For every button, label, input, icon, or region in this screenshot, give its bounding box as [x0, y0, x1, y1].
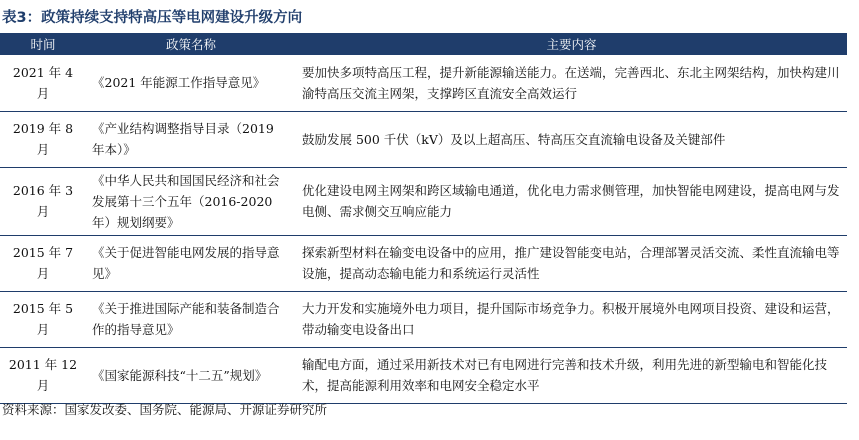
row-policy-name: 《产业结构调整指导目录（2019 年本）》 — [86, 111, 296, 167]
row-time: 2011 年 12 月 — [0, 347, 86, 403]
table-row — [0, 291, 847, 347]
table-row — [0, 235, 847, 291]
column-header-main-content: 主要内容 — [296, 33, 847, 55]
row-main-content: 输配电方面，通过采用新技术对已有电网进行完善和技术升级，利用先进的新型输电和智能化技术，提高能源利用效率和电网安全稳定水平 — [296, 347, 847, 403]
policy-table — [0, 33, 847, 404]
table-row — [0, 111, 847, 167]
row-main-content: 大力开发和实施境外电力项目，提升国际市场竞争力。积极开展境外电网项目投资、建设和运营，带动输变电设备出口 — [296, 291, 847, 347]
row-time: 2015 年 5 月 — [0, 291, 86, 347]
source-note: 资料来源：国家发改委、国务院、能源局、开源证券研究所 — [2, 402, 328, 417]
row-policy-name: 《国家能源科技“十二五”规划》 — [86, 347, 296, 403]
column-header-time: 时间 — [0, 33, 86, 55]
column-header-policy-name: 政策名称 — [86, 33, 296, 55]
table-row — [0, 55, 847, 111]
row-policy-name: 《关于推进国际产能和装备制造合作的指导意见》 — [86, 291, 296, 347]
table-title: 表3：政策持续支持特高压等电网建设升级方向 — [2, 10, 303, 26]
row-time: 2015 年 7 月 — [0, 235, 86, 291]
row-time: 2019 年 8 月 — [0, 111, 86, 167]
row-time: 2021 年 4 月 — [0, 55, 86, 111]
row-policy-name: 《中华人民共和国国民经济和社会发展第十三个五年（2016-2020 年）规划纲要》 — [86, 167, 296, 235]
row-main-content: 探索新型材料在输变电设备中的应用，推广建设智能变电站，合理部署灵活交流、柔性直流输电等设施，提高动态输电能力和系统运行灵活性 — [296, 235, 847, 291]
table-header-row — [0, 33, 847, 55]
row-policy-name: 《2021 年能源工作指导意见》 — [86, 55, 296, 111]
table-row — [0, 347, 847, 403]
row-policy-name: 《关于促进智能电网发展的指导意见》 — [86, 235, 296, 291]
table-row — [0, 167, 847, 235]
row-main-content: 要加快多项特高压工程，提升新能源输送能力。在送端，完善西北、东北主网架结构，加快构建川渝特高压交流主网架，支撑跨区直流安全高效运行 — [296, 55, 847, 111]
row-main-content: 鼓励发展 500 千伏（kV）及以上超高压、特高压交直流输电设备及关键部件 — [296, 111, 847, 167]
row-time: 2016 年 3 月 — [0, 167, 86, 235]
row-main-content: 优化建设电网主网架和跨区域输电通道，优化电力需求侧管理，加快智能电网建设，提高电网与发电侧、需求侧交互响应能力 — [296, 167, 847, 235]
